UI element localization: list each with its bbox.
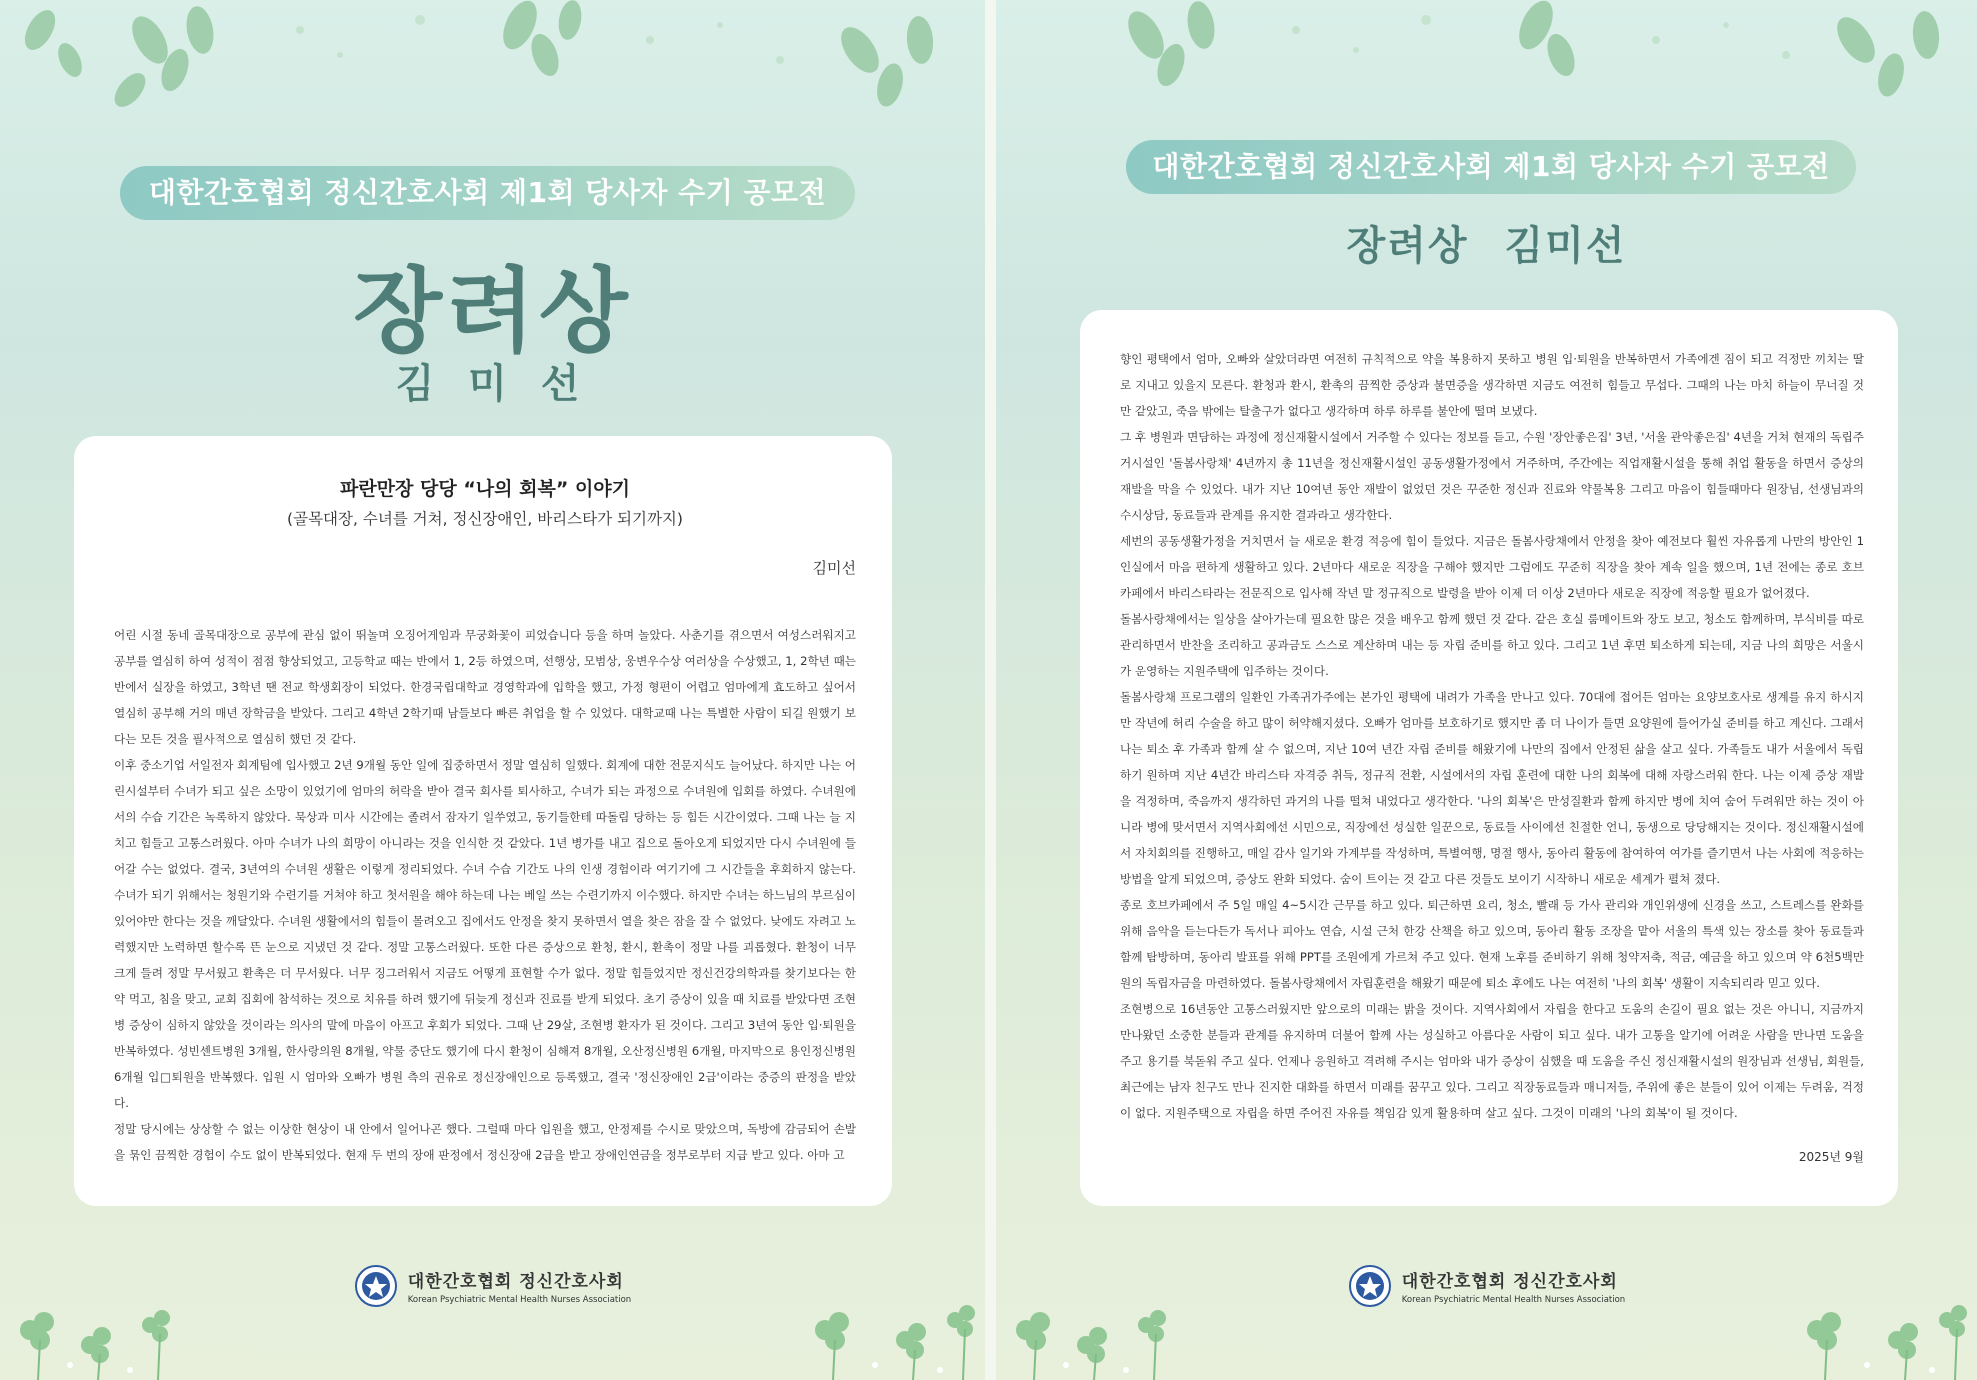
paragraph: 어린 시절 동네 골목대장으로 공부에 관심 없이 뛰놀며 오징어게임과 무궁화꽃이 피었습니다 등을 하며 놀았다. 사춘기를 겪으면서 여성스러워지고 공부를 열심히 하여 성적이 점점 향상되었고, 고등학교 때는 반에서 1, 2등 하였으며, 선행상, 모범상, 웅변우수상 여러상을 수상했고, 1, 2학년 때는 반에서 실장을 하였고, 3학년 땐 전교 학생회장이 되었다. 한경국립대학교 경영학과에 입학을 했고, 가정 형편이 어렵고 엄마에게 효도하고 싶어서 열심히 공부해 거의 매년 장학금을 받았다. 그리고 4학년 2학기때 남들보다 빠른 취업을 할 수 있었다. 대학교때 나는 특별한 사람이 되길 원했기 보다는 모든 것을 필사적으로 열심히 했던 것 같다. <box>114 628 856 746</box>
essay-title: 파란만장 당당 “나의 회복” 이야기 <box>339 478 631 500</box>
paragraph: 그 후 병원과 면담하는 과정에 정신재활시설에서 거주할 수 있다는 정보를 듣고, 수원 '장안좋은집' 3년, '서울 관악좋은집' 4년을 거쳐 현재의 독립주거시설인 '돌봄사랑채' 4년까지 총 11년을 정신재활시설인 공동생활가정에서 거주하며, 주간에는 직업재활시설을 통해 취업 활동을 하면서 증상의 재발을 막을 수 있었다. 내가 지난 10여년 동안 재발이 없었던 것은 꾸준한 정신과 진료와 약물복용 그리고 마음이 힘들때마다 원장님, 선생님과의 수시상담, 동료들과 관계를 유지한 결과라고 생각한다. <box>1120 430 1864 522</box>
essay-body-page-1 <box>114 622 856 1168</box>
paragraph: 정말 당시에는 상상할 수 없는 이상한 현상이 내 안에서 일어나곤 했다. 그럴때 마다 입원을 했고, 안정제를 수시로 맞았으며, 독방에 감금되어 손발을 묶인 끔찍한 경험이 수도 없이 반복되었다. 현재 두 번의 장애 판정에서 정신장애 2급을 받고 장애인연금을 정부로부터 지급 받고 있다. 아마 고 <box>114 1122 856 1162</box>
page-1 <box>0 0 985 1380</box>
leaf-decoration-icon <box>996 0 1977 160</box>
leaf-decoration-icon <box>0 0 985 160</box>
award-label: 장려상 <box>1346 223 1469 269</box>
page-gap <box>985 0 996 1380</box>
page-2 <box>996 0 1977 1380</box>
org-name-english: Korean Psychiatric Mental Health Nurses Association <box>1401 1295 1626 1305</box>
org-name-english: Korean Psychiatric Mental Health Nurses Association <box>407 1295 632 1305</box>
paragraph: 세번의 공동생활가정을 거치면서 늘 새로운 환경 적응에 힘이 들었다. 지금은 돌봄사랑채에서 안정을 찾아 예전보다 훨씬 자유롭게 나만의 방안인 1인실에서 마음 편하게 생활하고 있다. 2년마다 새로운 직장을 구해야 했지만 그럼에도 꾸준히 직장을 찾아 계속 일을 했으며, 1년 전에는 종로 호브카페에서 바리스타라는 전문직으로 입사해 작년 말 정규직으로 발령을 받아 이제 더 이상 2년마다 새로운 직장에 적응할 필요가 없어졌다. <box>1120 534 1864 600</box>
paragraph: 돌봄사랑채에서는 일상을 살아가는데 필요한 많은 것을 배우고 함께 했던 것 같다. 같은 호실 룸메이트와 장도 보고, 청소도 함께하며, 부식비를 따로 관리하면서 반찬을 조리하고 공과금도 스스로 계산하며 내는 등 자립 준비를 하고 있다. 그리고 1년 후면 퇴소하게 되는데, 지금 나의 희망은 서울시가 운영하는 지원주택에 입주하는 것이다. <box>1120 612 1864 678</box>
paragraph: 종로 호브카페에서 주 5일 매일 4~5시간 근무를 하고 있다. 퇴근하면 요리, 청소, 빨래 등 가사 관리와 개인위생에 신경을 쓰고, 스트레스를 완화를 위해 음악을 듣는다든가 독서나 피아노 연습, 시설 근처 한강 산책을 하고 있으며, 동아리 활동 조장을 맡아 서울의 특색 있는 장소를 찾아 동료들과 함께 탐방하며, 동아리 발표를 위해 PPT를 조원에게 가르쳐 주고 있다. 현재 노후를 준비하기 위해 청약저축, 적금, 예금을 하고 있으며 약 6천5백만원의 독립자금을 마련하였다. 돌봄사랑채에서 자립훈련을 해왔기 때문에 퇴소 후에도 나는 여전히 '나의 회복' 생활이 지속되리라 믿고 있다. <box>1120 898 1864 990</box>
paragraph: 향인 평택에서 엄마, 오빠와 살았더라면 여전히 규칙적으로 약을 복용하지 못하고 병원 입·퇴원을 반복하면서 가족에겐 짐이 되고 걱정만 끼치는 딸로 지내고 있을지 모른다. 환청과 환시, 환촉의 끔찍한 증상과 불면증을 생각하면 지금도 여전히 힘들고 무섭다. 그때의 나는 마치 하늘이 무너질 것 만 같았고, 죽음 밖에는 탈출구가 없다고 생각하며 하루 하루를 불안에 떨며 보냈다. <box>1120 352 1864 418</box>
footer-logo <box>996 1264 1977 1308</box>
org-name-korean: 대한간호협회 정신간호사회 <box>407 1272 624 1292</box>
essay-author: 김미선 <box>812 559 856 577</box>
association-seal-icon <box>1348 1264 1392 1308</box>
association-seal-icon <box>354 1264 398 1308</box>
paragraph: 조현병으로 16년동안 고통스러웠지만 앞으로의 미래는 밝을 것이다. 지역사회에서 자립을 한다고 도움의 손길이 필요 없는 것은 아니니, 지금까지 만나왔던 소중한 분들과 관계를 유지하며 더불어 함께 사는 성실하고 아름다운 사람이 되고 싶다. 내가 고통을 알기에 어려운 사람을 만나면 도움을 주고 용기를 북돋워 주고 싶다. 언제나 응원하고 격려해 주시는 엄마와 내가 증상이 심했을 때 도움을 주신 정신재활시설의 원장님과 선생님, 회원들, 최근에는 남자 친구도 만나 진지한 대화를 하면서 미래를 꿈꾸고 있다. 그리고 직장동료들과 매니저들, 주위에 좋은 분들이 있어 이제는 두려움, 걱정이 없다. 지원주택으로 자립을 하면 주어진 자유를 책임감 있게 활용하며 살고 싶다. 그것이 미래의 '나의 회복'이 될 것이다. <box>1120 1002 1865 1120</box>
winner-name: 김 미 선 <box>395 361 590 407</box>
essay-card <box>1080 310 1898 1206</box>
contest-banner: 대한간호협회 정신간호사회 제1회 당사자 수기 공모전 <box>120 166 855 220</box>
contest-banner: 대한간호협회 정신간호사회 제1회 당사자 수기 공모전 <box>1126 140 1856 194</box>
paragraph: 돌봄사랑채 프로그램의 일환인 가족귀가주에는 본가인 평택에 내려가 가족을 만나고 있다. 70대에 접어든 엄마는 요양보호사로 생계를 유지 하시지만 작년에 허리 수술을 하고 많이 허약해지셨다. 오빠가 엄마를 보호하기로 했지만 좀 더 나이가 들면 요양원에 들어가실 준비를 하고 계신다. 그래서 나는 퇴소 후 가족과 함께 살 수 없으며, 지난 10여 년간 자립 준비를 해왔기에 나만의 집에서 안정된 삶을 살고 싶다. 가족들도 내가 서울에서 독립하기 원하며 지난 4년간 바리스타 자격증 취득, 정규직 전환, 시설에서의 자립 훈련에 대한 나의 회복에 대해 자랑스러워 한다. 나는 이제 증상 재발을 걱정하며, 죽음까지 생각하던 과거의 나를 떨쳐 내었다고 생각한다. '나의 회복'은 만성질환과 함께 하지만 병에 치여 숨어 두려워만 하는 것이 아니라 병에 맞서면서 지역사회에선 시민으로, 직장에선 성실한 일꾼으로, 동료들 사이에선 친절한 언니, 동생으로 당당해지는 것이다. 정신재활시설에서 자치회의를 진행하고, 매일 감사 일기와 가계부를 작성하며, 특별여행, 명절 행사, 동아리 활동에 참여하여 여가를 즐기면서 나는 사회에 적응하는 방법을 알게 되었으며, 증상도 완화 되었다. 숨이 트이는 것 같고 다른 것들도 보이기 시작하니 새로운 세계가 펼쳐 졌다. <box>1120 690 1865 886</box>
award-heading <box>996 214 1977 271</box>
essay-subtitle: (골목대장, 수녀를 거쳐, 정신장애인, 바리스타가 되기까지) <box>287 510 683 528</box>
winner-name: 김미선 <box>1504 223 1627 269</box>
paragraph: 이후 중소기업 서일전자 회계팀에 입사했고 2년 9개월 동안 일에 집중하면서 정말 열심히 일했다. 회계에 대한 전문지식도 늘어났다. 하지만 나는 어린시설부터 수녀가 되고 싶은 소망이 있었기에 엄마의 허락을 받아 결국 회사를 퇴사하고, 수녀가 되는 과정으로 수녀원에 입회를 하였다. 수녀원에서의 수습 기간은 녹록하지 않았다. 묵상과 미사 시간에는 졸려서 잠자기 일쑤였고, 동기들한테 따돌림 당하는 등 힘든 시간이였다. 그때 나는 늘 지치고 힘들고 고통스러웠다. 아마 수녀가 나의 희망이 아니라는 것을 인식한 것 같았다. 1년 병가를 내고 집으로 돌아오게 되었지만 다시 수녀원에 들어갈 수는 없었다. 결국, 3년여의 수녀원 생활은 이렇게 정리되었다. 수녀 수습 기간도 나의 인생 경험이라 여기기에 그 시간들을 후회하지 않는다. 수녀가 되기 위해서는 청원기와 수련기를 거쳐야 하고 첫서원을 해야 하는데 나는 베일 쓰는 수련기까지 이수했다. 하지만 수녀는 하느님의 부르심이 있어야만 한다는 것을 깨달았다. 수녀원 생활에서의 힘들이 몰려오고 집에서도 안정을 찾지 못하면서 열을 찾은 잠을 잘 수 없었다. 낮에도 자려고 노력했지만 노력하면 할수록 뜬 눈으로 지냈던 것 같다. 정말 고통스러웠다. 또한 다른 증상으로 환청, 환시, 환촉이 정말 나를 괴롭혔다. 환청이 너무 크게 들려 정말 무서웠고 환촉은 더 무서웠다. 너무 징그러워서 지금도 어떻게 표현할 수가 없다. 정말 힘들었지만 정신건강의학과를 찾기보다는 한약 먹고, 침을 맞고, 교회 집회에 참석하는 것으로 치유를 하려 했기에 뒤늦게 정신과 진료를 받게 되었다. 초기 증상이 있을 때 치료를 받았다면 조현병 증상이 심하지 않았을 것이라는 의사의 말에 마음이 아프고 후회가 되었다. 그때 난 29살, 조현병 환자가 된 것이다. 그리고 3년여 동안 입·퇴원을 반복하였다. 성빈센트병원 3개월, 한사랑의원 8개월, 약물 중단도 했기에 다시 환청이 심해져 8개월, 오산정신병원 6개월, 마지막으로 용인정신병원 6개월 입□퇴원을 반복했다. 입원 시 엄마와 오빠가 병원 측의 권유로 정신장애인으로 등록했고, 결국 '정신장애인 2급'이라는 중증의 판정을 받았다. <box>114 758 856 1110</box>
footer-logo <box>0 1264 985 1308</box>
essay-card <box>74 436 892 1206</box>
essay-body-page-2 <box>1120 346 1864 1126</box>
essay-date: 2025년 9월 <box>1798 1150 1864 1164</box>
org-name-korean: 대한간호협회 정신간호사회 <box>1401 1272 1618 1292</box>
award-title: 장려상 <box>353 258 632 365</box>
